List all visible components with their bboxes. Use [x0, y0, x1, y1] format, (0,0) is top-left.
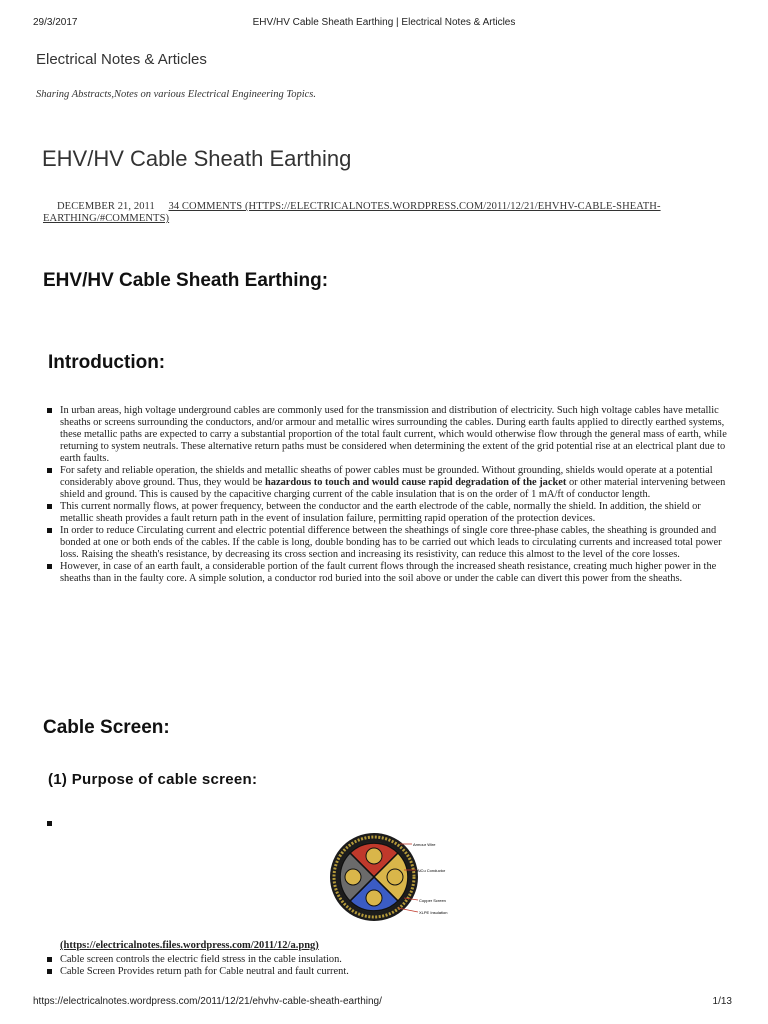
figure-link[interactable]: (https://electricalnotes.files.wordpress.com/2011/12/a.png): [60, 940, 319, 951]
bullet-icon: [47, 528, 52, 533]
figure-label: AlCu Conductor: [417, 868, 446, 873]
print-page-title: EHV/HV Cable Sheath Earthing | Electrical Notes & Articles: [252, 17, 516, 28]
site-description: Sharing Abstracts,Notes on various Electrical Engineering Topics.: [36, 89, 316, 100]
list-item-text: In urban areas, high voltage underground cables are commonly used for the transmission and distribution of electricity. Such high voltage cables have metallic sheaths or screens surrounding the conductors, and/or armour and metallic wires surrounding the cables. During earth faults applied to directly earthed systems, these metallic paths are expected to carry a substantial proportion of the total fault current, which would otherwise flow through the general mass of earth, while returning to system neutrals. These alternative return paths must be considered when determining the extent of the grid potential rise at an electrical plant due to earth faults.: [60, 405, 727, 464]
list-item: [45, 465, 735, 501]
post-date: DECEMBER 21, 2011: [57, 201, 155, 212]
bullet-icon: [47, 821, 52, 826]
site-title[interactable]: Electrical Notes & Articles: [36, 51, 207, 68]
bullet-icon: [47, 969, 52, 974]
list-item: [45, 561, 735, 585]
subheading-purpose: (1) Purpose of cable screen:: [48, 771, 258, 788]
bullet-icon: [47, 504, 52, 509]
list-item-emphasis: hazardous to touch and would cause rapid degradation of the jacket: [264, 477, 567, 488]
print-page-number: 1/13: [712, 996, 732, 1007]
section-heading-introduction: Introduction:: [48, 352, 166, 373]
list-item: [45, 525, 735, 561]
figure-label: Copper Screen: [419, 898, 446, 903]
figure-label: Armour Wire: [413, 842, 436, 847]
figure-label: XLPE Insulation: [419, 910, 448, 915]
post-meta: [43, 201, 703, 225]
list-item-text: In order to reduce Circulating current and electric potential difference between the sheathings of single core three-phase cables, the sheathing is grounded and bonded at one or both ends of the cables. If the cable is long, double bonding has to be carried out which leads to circulating currents and increased total power loss. Raising the sheath's resistance, by decreasing its cross section and increasing its resistivity, can reduce this almost to the level of the core losses.: [60, 525, 722, 560]
list-item-text: or other material intervening between shield and ground. This is caused by the capacitive charging current of the cable insulation that is on the order of 1 mA/ft of conductor length.: [60, 477, 726, 500]
post-title: EHV/HV Cable Sheath Earthing: [42, 146, 352, 171]
list-item: [45, 405, 735, 465]
comments-link[interactable]: 34 COMMENTS (HTTPS://ELECTRICALNOTES.WORDPRESS.COM/2011/12/21/EHVHV-CABLE-SHEATH-EARTHING/#COMMENTS): [43, 201, 661, 224]
list-item-text: This current normally flows, at power frequency, between the conductor and the earth electrode of the cable, normally the shield. In addition, the shield or metallic sheath provides a fault return path in the event of insulation failure, permitting rapid operation of the protection devices.: [60, 501, 701, 524]
print-footer-url: https://electricalnotes.wordpress.com/2011/12/21/ehvhv-cable-sheath-earthing/: [33, 996, 382, 1007]
introduction-list: [45, 405, 735, 585]
list-item-text: However, in case of an earth fault, a considerable portion of the fault current flows through the increased sheath resistance, creating much higher power in the sheaths than in the faulty core. A simple solution, a conductor rod buried into the soil above or under the cable can divert this power from the sheaths.: [60, 561, 717, 584]
list-item: [45, 954, 735, 966]
list-item: [45, 966, 735, 978]
list-item: [45, 501, 735, 525]
bullet-icon: [47, 468, 52, 473]
section-heading-cable-screen: Cable Screen:: [43, 717, 170, 738]
cable-cross-section-image[interactable]: [328, 830, 458, 924]
bullet-icon: [47, 564, 52, 569]
bullet-icon: [47, 408, 52, 413]
list-item-text: Cable screen controls the electric field stress in the cable insulation.: [60, 954, 342, 965]
list-item-text: For safety and reliable operation, the shields and metallic sheaths of power cables must be grounded. Without grounding, shields would operate at a potential considerably above ground. Thus, they would be: [60, 465, 713, 488]
section-heading-main: EHV/HV Cable Sheath Earthing:: [43, 270, 329, 291]
print-date: 29/3/2017: [33, 17, 78, 28]
cable-screen-list: [45, 954, 735, 978]
list-item-text: Cable Screen Provides return path for Cable neutral and fault current.: [60, 966, 349, 977]
bullet-icon: [47, 957, 52, 962]
